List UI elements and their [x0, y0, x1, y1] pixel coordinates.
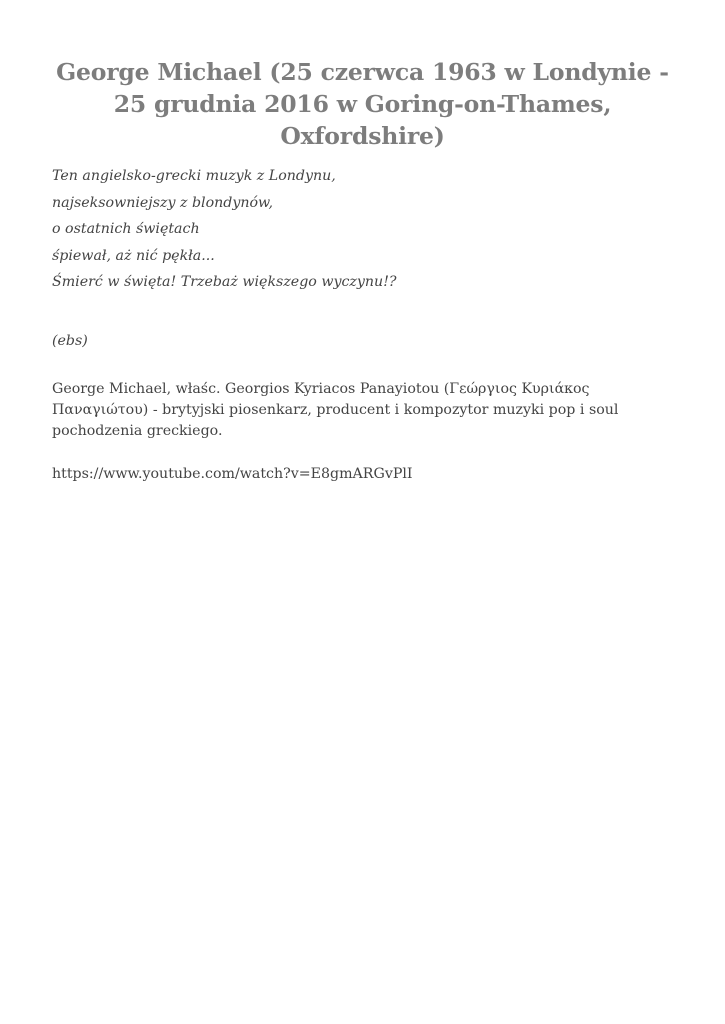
poem-line: Ten angielsko-grecki muzyk z Londynu, [52, 168, 336, 184]
youtube-link[interactable]: https://www.youtube.com/watch?v=E8gmARGvPlI [52, 465, 413, 482]
poem-line: śpiewał, aż nić pękła... [52, 247, 215, 264]
poem [52, 163, 673, 296]
poem-line: Śmierć w święta! Trzebaż większego wyczynu!? [52, 274, 397, 290]
article-title: George Michael (25 czerwca 1963 w Londynie - 25 grudnia 2016 w Goring-on-Thames, Oxfordshire) [56, 58, 669, 150]
poem-line: o ostatnich świętach [52, 221, 200, 237]
bio-paragraph: George Michael, właśc. Georgios Kyriacos Panayiotou (Γεώργιος Κυριάκος Παναγιώτου) - brytyjski piosenkarz, producent i kompozytor muzyki pop i soul pochodzenia greckiego. [52, 380, 619, 439]
poem-line: najseksowniejszy z blondynów, [52, 194, 274, 211]
author-signature: (ebs) [52, 332, 88, 349]
